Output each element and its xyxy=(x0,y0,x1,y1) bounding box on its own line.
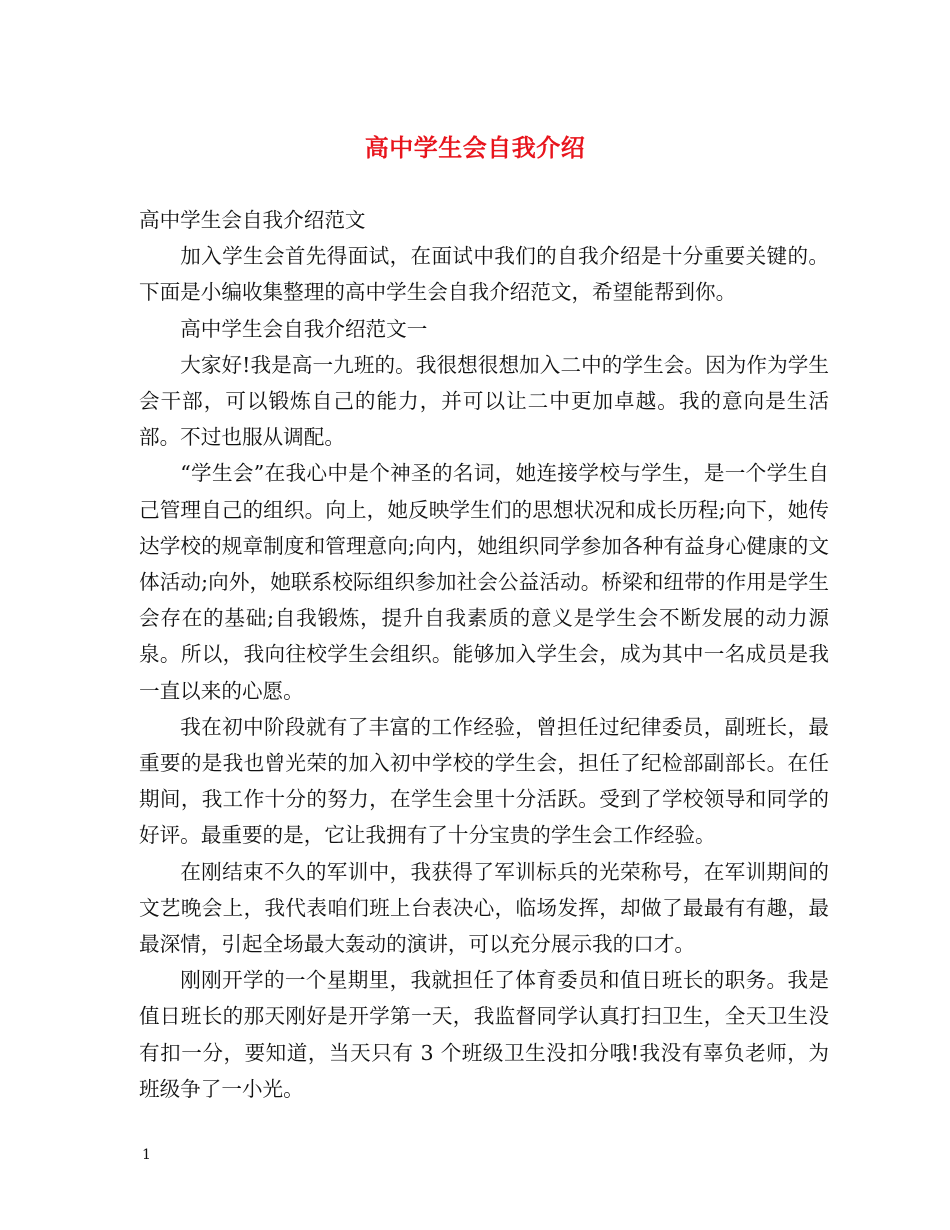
section-heading-paragraph: 高中学生会自我介绍范文一 xyxy=(180,316,428,341)
intro-paragraph: 加入学生会首先得面试，在面试中我们的自我介绍是十分重要关键的。下面是小编收集整理的高中学生会自我介绍范文，希望能帮到你。 xyxy=(139,244,829,305)
body-paragraph: 在刚结束不久的军训中，我获得了军训标兵的光荣称号，在军训期间的文艺晚会上，我代表咱们班上台表决心，临场发挥，却做了最最有有趣，最最深情，引起全场最大轰动的演讲，可以充分展示我的口才。 xyxy=(139,859,829,957)
subtitle-paragraph: 高中学生会自我介绍范文 xyxy=(139,208,366,232)
body-paragraph: “学生会”在我心中是个神圣的名词，她连接学校与学生，是一个学生自己管理自己的组织。向上，她反映学生们的思想状况和成长历程;向下，她传达学校的规章制度和管理意向;向内，她组织同学参加各种有益身心健康的文体活动;向外，她联系校际组织参加社会公益活动。桥梁和纽带的作用是学生会存在的基础;自我锻炼，提升自我素质的意义是学生会不断发展的动力源泉。所以，我向往校学生会组织。能够加入学生会，成为其中一名成员是我一直以来的心愿。 xyxy=(139,461,829,703)
body-paragraph: 刚刚开学的一个星期里，我就担任了体育委员和值日班长的职务。我是值日班长的那天刚好是开学第一天，我监督同学认真打扫卫生，全天卫生没有扣一分，要知道，当天只有 3 个班级卫生没扣分哦!我没有辜负老师，为班级争了一小光。 xyxy=(139,968,829,1101)
document-title: 高中学生会自我介绍 xyxy=(364,133,586,162)
body-paragraph: 大家好!我是高一九班的。我很想很想加入二中的学生会。因为作为学生会干部，可以锻炼自己的能力，并可以让二中更加卓越。我的意向是生活部。不过也服从调配。 xyxy=(139,352,829,450)
document-body xyxy=(139,202,829,1107)
body-paragraph: 我在初中阶段就有了丰富的工作经验，曾担任过纪律委员，副班长，最重要的是我也曾光荣的加入初中学校的学生会，担任了纪检部副部长。在任期间，我工作十分的努力，在学生会里十分活跃。受到了学校领导和同学的好评。最重要的是，它让我拥有了十分宝贵的学生会工作经验。 xyxy=(139,714,829,848)
page-number: 1 xyxy=(142,1147,151,1163)
